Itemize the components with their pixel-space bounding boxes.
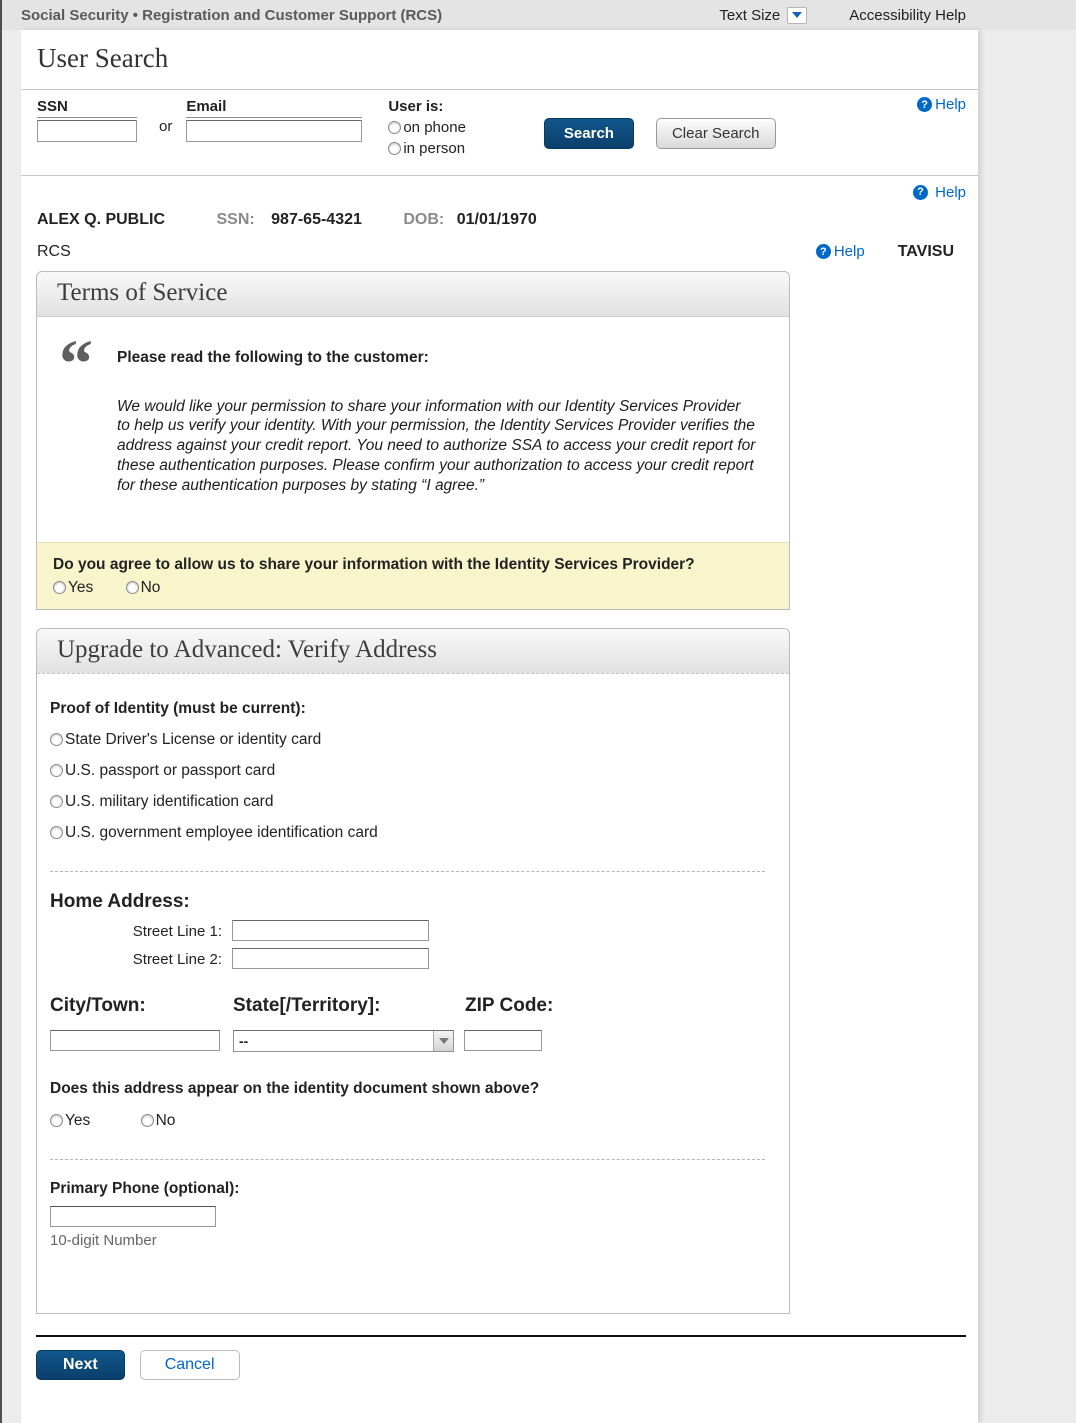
terms-of-service-title: Terms of Service — [37, 272, 789, 317]
app-title: Social Security • Registration and Customer Support (RCS) — [21, 6, 443, 24]
city-state-zip-labels — [50, 995, 769, 1017]
context-row-right — [816, 243, 954, 261]
page-title: User Search — [21, 30, 978, 90]
upgrade-panel-title: Upgrade to Advanced: Verify Address — [37, 629, 789, 674]
address-yes-label: Yes — [65, 1111, 91, 1129]
next-button[interactable]: Next — [36, 1350, 125, 1380]
user-is-in-person-option[interactable] — [388, 140, 466, 157]
agree-yes-label: Yes — [68, 578, 94, 596]
agree-yes-radio[interactable] — [53, 581, 66, 594]
zip-label: ZIP Code: — [465, 994, 554, 1016]
city-label: City/Town: — [50, 994, 146, 1016]
address-on-document-question: Does this address appear on the identity document shown above? — [50, 1079, 540, 1097]
address-no-option[interactable] — [141, 1112, 176, 1129]
passport-radio[interactable] — [50, 764, 63, 777]
upgrade-panel-body — [37, 674, 789, 1313]
top-bar-right — [719, 7, 966, 24]
on-phone-radio[interactable] — [388, 121, 401, 134]
proof-option-passport[interactable] — [50, 762, 769, 780]
cancel-button[interactable]: Cancel — [140, 1350, 240, 1380]
text-size-dropdown-button[interactable] — [787, 7, 807, 24]
top-bar — [2, 0, 1076, 30]
user-is-label: User is: — [388, 98, 444, 115]
context-row — [21, 229, 978, 267]
help-question-icon: ? — [913, 185, 928, 200]
in-person-radio[interactable] — [388, 142, 401, 155]
email-field-group — [186, 98, 362, 142]
clear-search-button[interactable]: Clear Search — [656, 118, 776, 149]
home-address-heading: Home Address: — [50, 890, 190, 912]
address-yes-radio[interactable] — [50, 1114, 63, 1127]
city-state-zip-inputs — [50, 1030, 769, 1052]
results-help-label: Help — [935, 183, 966, 201]
user-is-group — [388, 98, 466, 157]
section-divider — [50, 1159, 765, 1160]
street-line-2-row — [50, 948, 769, 969]
city-input[interactable] — [50, 1030, 220, 1051]
user-is-on-phone-option[interactable] — [388, 119, 466, 136]
text-size-label: Text Size — [719, 6, 781, 24]
person-ssn-value: 987-65-4321 — [271, 210, 362, 228]
proof-option-government-id[interactable] — [50, 824, 769, 842]
ssn-input[interactable] — [37, 120, 137, 142]
or-label: or — [159, 118, 173, 135]
tos-help-link[interactable] — [816, 243, 865, 260]
state-select[interactable] — [233, 1030, 454, 1052]
street-line-2-label: Street Line 2: — [132, 950, 222, 968]
tos-help-label: Help — [833, 243, 865, 260]
government-id-label: U.S. government employee identification card — [65, 823, 378, 841]
person-dob-label: DOB: — [403, 210, 445, 228]
address-yes-option[interactable] — [50, 1112, 95, 1129]
main-container — [21, 30, 978, 1423]
address-no-label: No — [155, 1111, 176, 1129]
street-line-1-row — [50, 920, 769, 941]
phone-format-hint: 10-digit Number — [50, 1231, 157, 1249]
agree-no-radio[interactable] — [126, 581, 139, 594]
agreement-options — [53, 579, 773, 597]
agreement-question: Do you agree to allow us to share your information with the Identity Services Provider? — [53, 555, 695, 573]
address-no-radio[interactable] — [141, 1114, 154, 1127]
quote-icon: “ — [59, 324, 89, 401]
primary-phone-label: Primary Phone (optional): — [50, 1179, 240, 1197]
terms-of-service-body — [37, 317, 789, 542]
person-dob-value: 01/01/1970 — [456, 210, 537, 228]
footer-divider — [36, 1335, 966, 1337]
upgrade-verify-address-panel — [36, 628, 790, 1314]
in-person-label: in person — [403, 140, 466, 157]
agree-yes-option[interactable] — [53, 579, 98, 596]
drivers-license-label: State Driver's License or identity card — [65, 730, 322, 748]
agreement-question-box — [37, 542, 789, 609]
military-id-radio[interactable] — [50, 795, 63, 808]
passport-label: U.S. passport or passport card — [65, 761, 276, 779]
state-select-arrow-button[interactable] — [433, 1031, 453, 1051]
terms-text-column — [117, 333, 757, 496]
footer-buttons — [36, 1350, 978, 1380]
primary-phone-input[interactable] — [50, 1206, 216, 1227]
search-help-link[interactable] — [917, 96, 966, 113]
ssn-field-group — [37, 98, 137, 142]
email-input[interactable] — [186, 120, 362, 142]
search-button[interactable]: Search — [544, 118, 634, 149]
search-help-label: Help — [935, 96, 966, 113]
read-to-customer-instruction: Please read the following to the customer: — [117, 348, 429, 366]
address-on-document-options — [50, 1112, 769, 1130]
state-label: State[/Territory]: — [233, 994, 381, 1016]
chevron-down-icon — [439, 1038, 449, 1044]
military-id-label: U.S. military identification card — [65, 792, 274, 810]
terms-script-text: We would like your permission to share your information with our Identity Services Provider to help us verify your identity. With your permission, the Identity Services Provider verifies the address against your credit report. You need to authorize SSA to access your credit report for these authentication purposes. Please confirm your authorization to access your credit report for these authentication purposes by stating “I agree.” — [117, 397, 756, 494]
accessibility-help-link[interactable]: Accessibility Help — [849, 6, 966, 24]
text-size-control[interactable] — [719, 7, 807, 24]
user-search-bar — [21, 90, 978, 176]
proof-of-identity-label: Proof of Identity (must be current): — [50, 699, 306, 717]
agree-no-option[interactable] — [126, 579, 161, 596]
state-selected-value: -- — [239, 1032, 249, 1049]
street-line-1-label: Street Line 1: — [132, 922, 222, 940]
context-rcs-label: RCS — [37, 242, 71, 260]
agree-no-label: No — [140, 578, 161, 596]
street-line-2-input[interactable] — [232, 948, 429, 969]
results-help-link[interactable] — [913, 184, 966, 201]
chevron-down-icon — [792, 12, 802, 18]
person-ssn-label: SSN: — [216, 210, 255, 228]
proof-option-drivers-license[interactable] — [50, 731, 769, 749]
street-line-1-input[interactable] — [232, 920, 429, 941]
quote-column — [59, 324, 117, 496]
help-question-icon: ? — [816, 244, 831, 259]
help-question-icon: ? — [917, 97, 932, 112]
section-divider — [50, 871, 765, 872]
results-help-row — [21, 176, 978, 201]
logged-in-user: TAVISU — [897, 242, 954, 260]
terms-of-service-panel — [36, 271, 790, 610]
on-phone-label: on phone — [403, 119, 466, 136]
person-summary-row — [21, 201, 978, 229]
person-name: ALEX Q. PUBLIC — [37, 210, 166, 228]
proof-option-military-id[interactable] — [50, 793, 769, 811]
zip-input[interactable] — [464, 1030, 542, 1051]
email-label: Email — [186, 98, 362, 118]
government-id-radio[interactable] — [50, 826, 63, 839]
drivers-license-radio[interactable] — [50, 733, 63, 746]
ssn-label: SSN — [37, 98, 137, 118]
